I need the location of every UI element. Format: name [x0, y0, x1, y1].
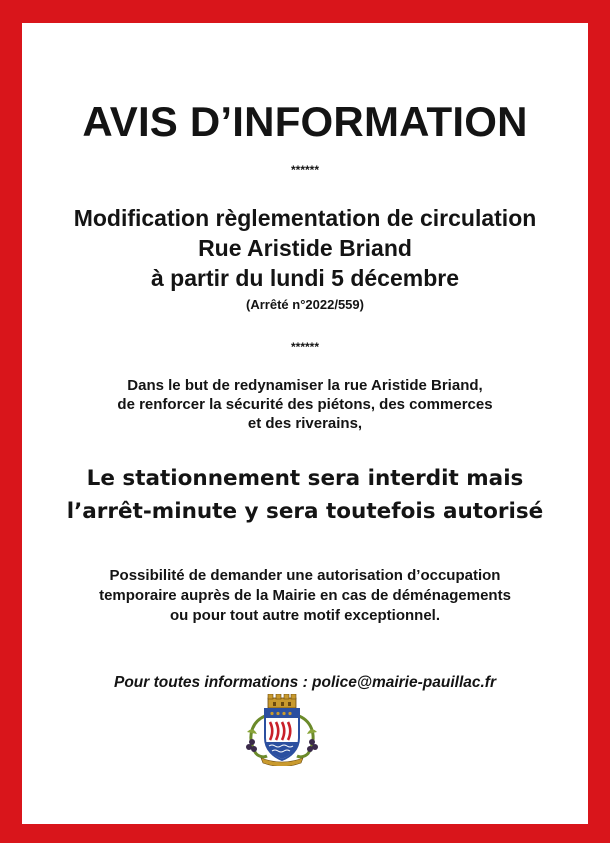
notice-title: AVIS D’INFORMATION — [82, 98, 528, 145]
info-line: ou pour tout autre motif exceptionnel. — [170, 607, 440, 624]
intro-line: et des riverains, — [247, 415, 363, 432]
contact-line: Pour toutes informations : police@mairie-pauillac.fr — [113, 674, 496, 691]
main-message-line: Le stationnement sera interdit mais — [86, 466, 524, 491]
headline-line: Rue Aristide Briand — [198, 235, 412, 261]
info-line: temporaire auprès de la Mairie en cas de déménagements — [99, 587, 511, 604]
coat-of-arms-pauillac-icon — [243, 694, 321, 766]
headline-line: à partir du lundi 5 décembre — [150, 265, 460, 291]
main-message — [22, 462, 588, 528]
separator: ****** — [290, 163, 320, 177]
headline-line: Modification règlementation de circulation — [73, 205, 537, 231]
separator: ****** — [290, 340, 320, 354]
arrete-reference: (Arrêté n°2022/559) — [246, 297, 364, 312]
info-line: Possibilité de demander une autorisation d’occupation — [109, 567, 501, 584]
main-message-line: l’arrêt-minute y sera toutefois autorisé — [66, 499, 544, 524]
intro-line: Dans le but de redynamiser la rue Aristide Briand, — [127, 377, 483, 394]
intro-line: de renforcer la sécurité des piétons, des commerces — [117, 396, 493, 413]
headline — [22, 203, 588, 293]
intro-paragraph — [22, 376, 588, 433]
info-paragraph — [22, 566, 588, 626]
